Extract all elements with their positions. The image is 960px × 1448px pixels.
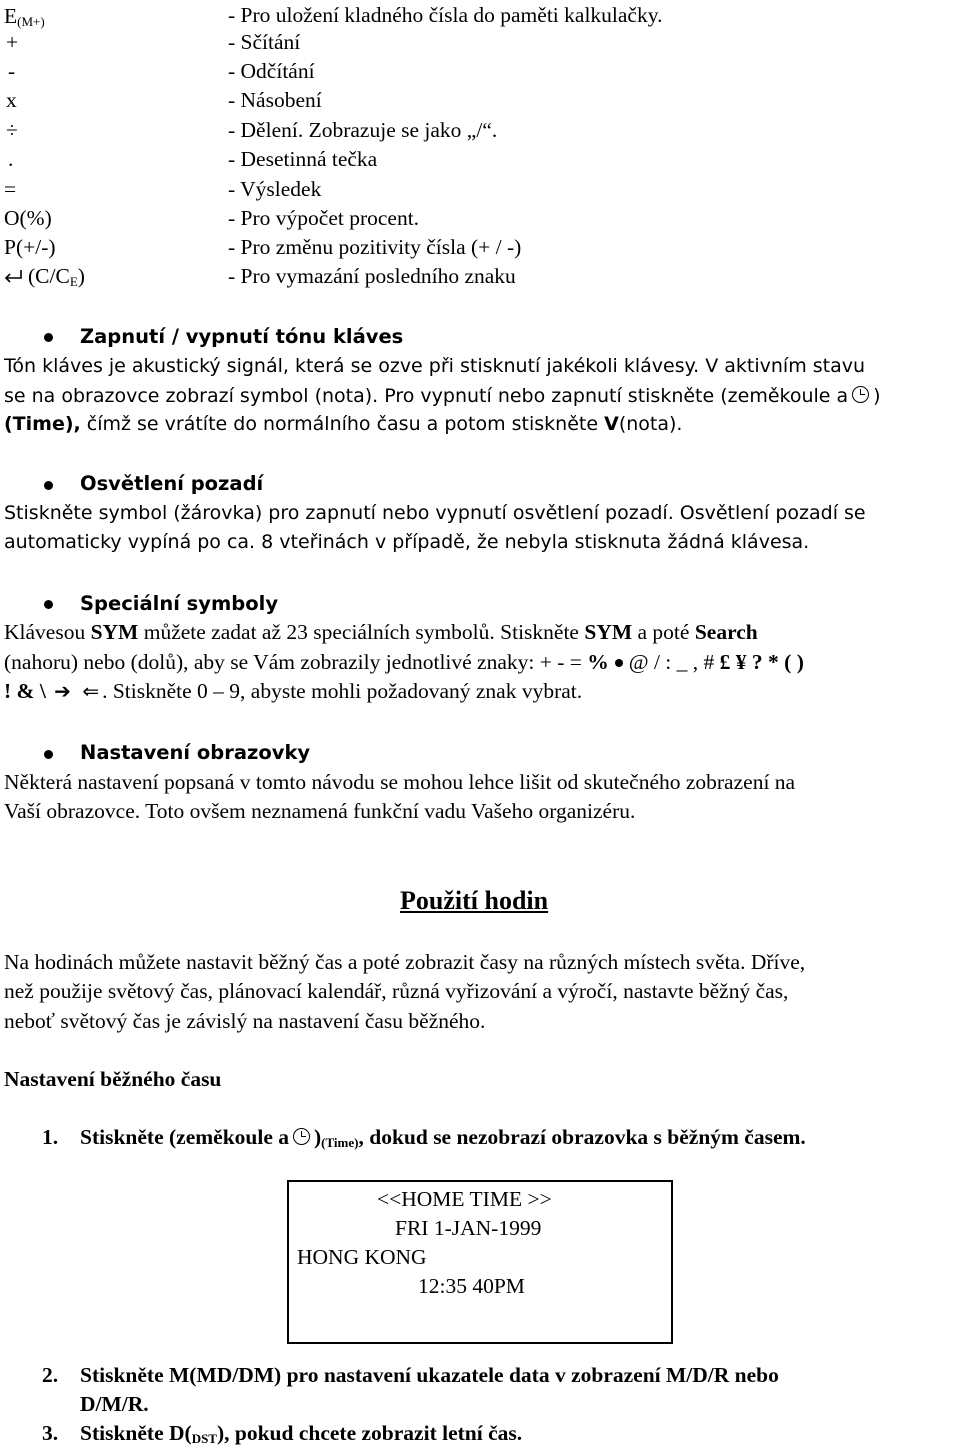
tone-text-3-end: (nota). [618, 413, 683, 435]
step-2-line-2: D/M/R. [80, 1392, 149, 1416]
text: @ / : _ , # [628, 650, 715, 674]
key-desc-divide: - Dělení. Zobrazuje se jako „/“. [228, 118, 498, 142]
clock-text-2: než použije světový čas, plánovací kalendář, různá vyřizování a výročí, nastavte běžný čas, [4, 979, 789, 1003]
text: ) [314, 1125, 322, 1149]
text: ! & \ [4, 679, 46, 703]
key-label-divide: ÷ [6, 118, 18, 142]
display-line-3: HONG KONG [297, 1245, 427, 1269]
step-3-number: 3. [42, 1421, 59, 1445]
display-line-2: FRI 1-JAN-1999 [395, 1216, 542, 1240]
symbols-heading: Speciální symboly [80, 592, 279, 615]
screen-heading: Nastavení obrazovky [80, 741, 311, 764]
symbols-text-1 [4, 622, 758, 644]
sym-key: SYM [90, 620, 139, 644]
key-label-percent: O(%) [4, 206, 52, 230]
symbols-text-2 [4, 652, 804, 674]
tone-text-2-end: ) [873, 385, 881, 407]
right-arrow-icon: ➔ [54, 679, 71, 703]
key-label-minus: - [8, 59, 16, 83]
key-label-times: x [6, 88, 17, 112]
home-time-display [287, 1180, 673, 1344]
backlight-heading: Osvětlení pozadí [80, 472, 264, 495]
text: . Stiskněte 0 – 9, abyste mohli požadovaný znak vybrat. [102, 679, 583, 703]
text: (nahoru) nebo (dolů), aby se Vám zobrazily jednotlivé znaky: + - = [4, 650, 582, 674]
text: Klávesou [4, 620, 91, 644]
subheading: Nastavení běžného času [4, 1067, 222, 1091]
backlight-text-2: automaticky vypíná po ca. 8 vteřinách v případě, že nebyla stisknuta žádná klávesa. [4, 531, 810, 553]
bullet-dot-icon [44, 333, 53, 342]
key-desc-percent: - Pro výpočet procent. [228, 206, 420, 230]
sym-key: SYM [584, 620, 633, 644]
key-label-end: ) [77, 264, 85, 288]
key-desc-plus: - Sčítání [228, 30, 301, 54]
display-line-4: 12:35 40PM [418, 1274, 525, 1298]
text: můžete zadat až 23 speciálních symbolů. Stiskněte [138, 620, 585, 644]
backlight-text-1: Stiskněte symbol (žárovka) pro zapnutí nebo vypnutí osvětlení pozadí. Osvětlení pozadí se [4, 502, 866, 524]
step-2-line-1: Stiskněte M(MD/DM) pro nastavení ukazatele data v zobrazení M/D/R nebo [80, 1363, 779, 1387]
bullet-dot-icon [44, 750, 53, 759]
screen-text-2: Vaší obrazovce. Toto ovšem neznamená funkční vadu Vašeho organizéru. [4, 799, 636, 823]
key-label: E [4, 4, 18, 28]
text: a poté [632, 620, 695, 644]
clock-icon [852, 386, 869, 403]
key-desc-dot: - Desetinná tečka [228, 147, 378, 171]
tone-heading: Zapnutí / vypnutí tónu kláves [80, 325, 404, 348]
bullet-dot-icon [44, 600, 53, 609]
key-label: (C/C [28, 264, 70, 288]
search-key: Search [694, 620, 758, 644]
page-title: Použití hodin [400, 886, 549, 915]
text: , dokud se nezobrazí obrazovka s běžným časem. [358, 1125, 806, 1149]
dst-sub: DST [191, 1431, 217, 1446]
key-desc-times: - Násobení [228, 88, 322, 112]
step-2-number: 2. [42, 1363, 59, 1387]
clock-text-3: neboť světový čas je závislý na nastavení času běžného. [4, 1009, 486, 1033]
tone-text-3-main: čímž se vrátíte do normálního času a potom stiskněte [80, 413, 605, 435]
step-1 [80, 1127, 806, 1149]
text: Stiskněte (zeměkoule a [80, 1125, 289, 1149]
key-desc-minus: - Odčítání [228, 59, 315, 83]
key-label-plus: + [6, 30, 19, 54]
key-label-dot: . [8, 147, 14, 171]
return-arrow-icon [4, 269, 24, 283]
tone-text-3 [4, 415, 682, 434]
key-label-equals: = [4, 177, 17, 201]
tone-text-1: Tón kláves je akustický signál, která se ozve při stisknutí jakékoli klávesy. V aktivním stavu [4, 355, 866, 377]
key-desc-e: - Pro uložení kladného čísla do paměti kalkulačky. [228, 3, 663, 27]
time-sub: (Time) [321, 1135, 359, 1150]
step-1-number: 1. [42, 1125, 59, 1149]
key-sub: (M+) [17, 14, 45, 29]
display-line-1: <<HOME TIME >> [377, 1187, 552, 1211]
clock-text-1: Na hodinách můžete nastavit běžný čas a poté zobrazit časy na různých místech světa. Dříve, [4, 950, 806, 974]
tone-text-2 [4, 386, 881, 406]
key-row-clear [4, 266, 85, 288]
key-desc-sign: - Pro změnu pozitivity čísla (+ / -) [228, 235, 522, 259]
key-desc-equals: - Výsledek [228, 177, 322, 201]
key-row-e [4, 6, 45, 28]
time-key: (Time), [4, 413, 81, 435]
text: Stiskněte D( [80, 1421, 192, 1445]
screen-text-1: Některá nastavení popsaná v tomto návodu se mohou lehce lišit od skutečného zobrazení na [4, 770, 796, 794]
v-key: V [604, 413, 619, 435]
symbols-text-3 [4, 681, 582, 703]
clock-icon [293, 1128, 310, 1145]
key-label-sign: P(+/-) [4, 235, 56, 259]
bullet-dot-icon [44, 481, 53, 490]
step-3 [80, 1423, 522, 1445]
key-sub: E [69, 274, 78, 289]
bullet-dot-icon [615, 659, 623, 667]
text: £ ¥ ? * ( ) [719, 650, 804, 674]
tone-text-2-main: se na obrazovce zobrazí symbol (nota). Pro vypnutí nebo zapnutí stiskněte (zeměkoule a [4, 385, 849, 407]
left-arrow-icon: ⇐ [82, 679, 100, 703]
text: ), pokud chcete zobrazit letní čas. [216, 1421, 523, 1445]
key-desc-clear: - Pro vymazání posledního znaku [228, 264, 516, 288]
text: % [587, 650, 609, 674]
